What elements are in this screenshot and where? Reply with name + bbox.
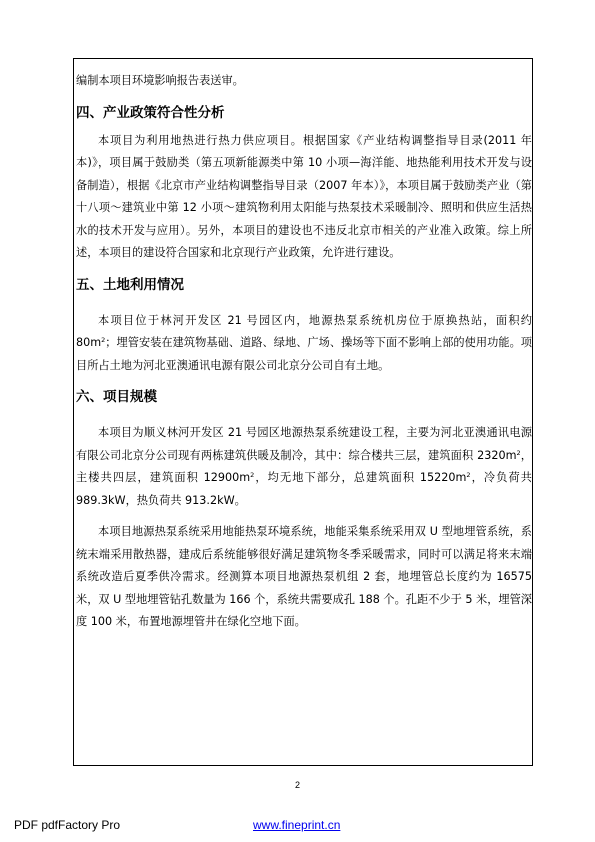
section-4-heading: 四、产业政策符合性分析 [76,104,225,121]
superscript-2: 2 [516,448,521,457]
section-5-paragraph [76,310,532,378]
superscript-2: 2 [466,471,471,479]
section-6-heading: 六、项目规模 [76,389,157,405]
document-body [76,70,532,634]
section-6-text-a: 本项目为顺义林河开发区 21 号园区地源热泵系统建设工程，主要为河北亚澳通讯电源有限公司北京分公司现有两栋建筑供暖及制冷，其中：综合楼共三层，建筑面积 2320m [76,426,532,462]
superscript-2: 2 [250,471,255,479]
section-6-paragraph-2: 本项目地源热泵系统采用地能热泵环境系统，地能采集系统采用双 U 型地埋管系统，系统末端采用散热器，建成后系统能够很好满足建筑物冬季采暖需求，同时可以满足将来末端系统改造后夏季供冷需求。经测算本项目地源热泵机组 2 套，地埋管总长度约为 16575 米，双 U 型地埋管钻孔数量为 166 个，系统共需要成孔 188 个。孔距不少于 5 米，埋管深度 100 米，布置地源埋管井在绿化空地下面。 [76,525,532,628]
section-6-text-c: ，均无地下部分，总建筑面积 15220m [254,471,467,484]
page-number: 2 [294,780,300,790]
superscript-2: 2 [101,336,106,344]
section-5-heading: 五、土地利用情况 [76,276,184,293]
intro-line: 编制本项目环境影响报告表送审。 [76,74,244,87]
section-5-text-a: 本项目位于林河开发区 21 号园区内，地源热泵系统机房位于原换热站，面积约 80m [76,313,532,349]
section-6-text-b: ，主楼共四层，建筑面积 12900m [76,448,532,484]
fineprint-link[interactable]: www.fineprint.cn [253,818,341,832]
pdf-factory-label: PDF pdfFactory Pro [14,818,121,832]
section-4-paragraph: 本项目为利用地热进行热力供应项目。根据国家《产业结构调整指导目录(2011 年本)》，项目属于鼓励类（第五项新能源类中第 10 小项—海洋能、地热能利用技术开发与设备制造），根据《北京市产业结构调整指导目录（2007 年本）》，本项目属于鼓励类产业（第十八项～建筑业中第 12 小项～建筑物利用太阳能与热泵技术采暖制冷、照明和供应生活热水的技术开发与应用）。另外，本项目的建设也不违反北京市相关的产业准入政策。综上所述，本项目的建设符合国家和北京现行产业政策，允许进行建设。 [76,133,532,259]
section-6-text-d: ，冷负荷共 989.3kW，热负荷共 913.2kW。 [76,471,532,507]
section-6-paragraph-1 [76,422,532,512]
section-5-text-b: ；埋管安装在建筑物基础、道路、绿地、广场、操场等下面不影响上部的使用功能。项目所占土地为河北亚澳通讯电源有限公司北京分公司自有土地。 [76,336,532,372]
